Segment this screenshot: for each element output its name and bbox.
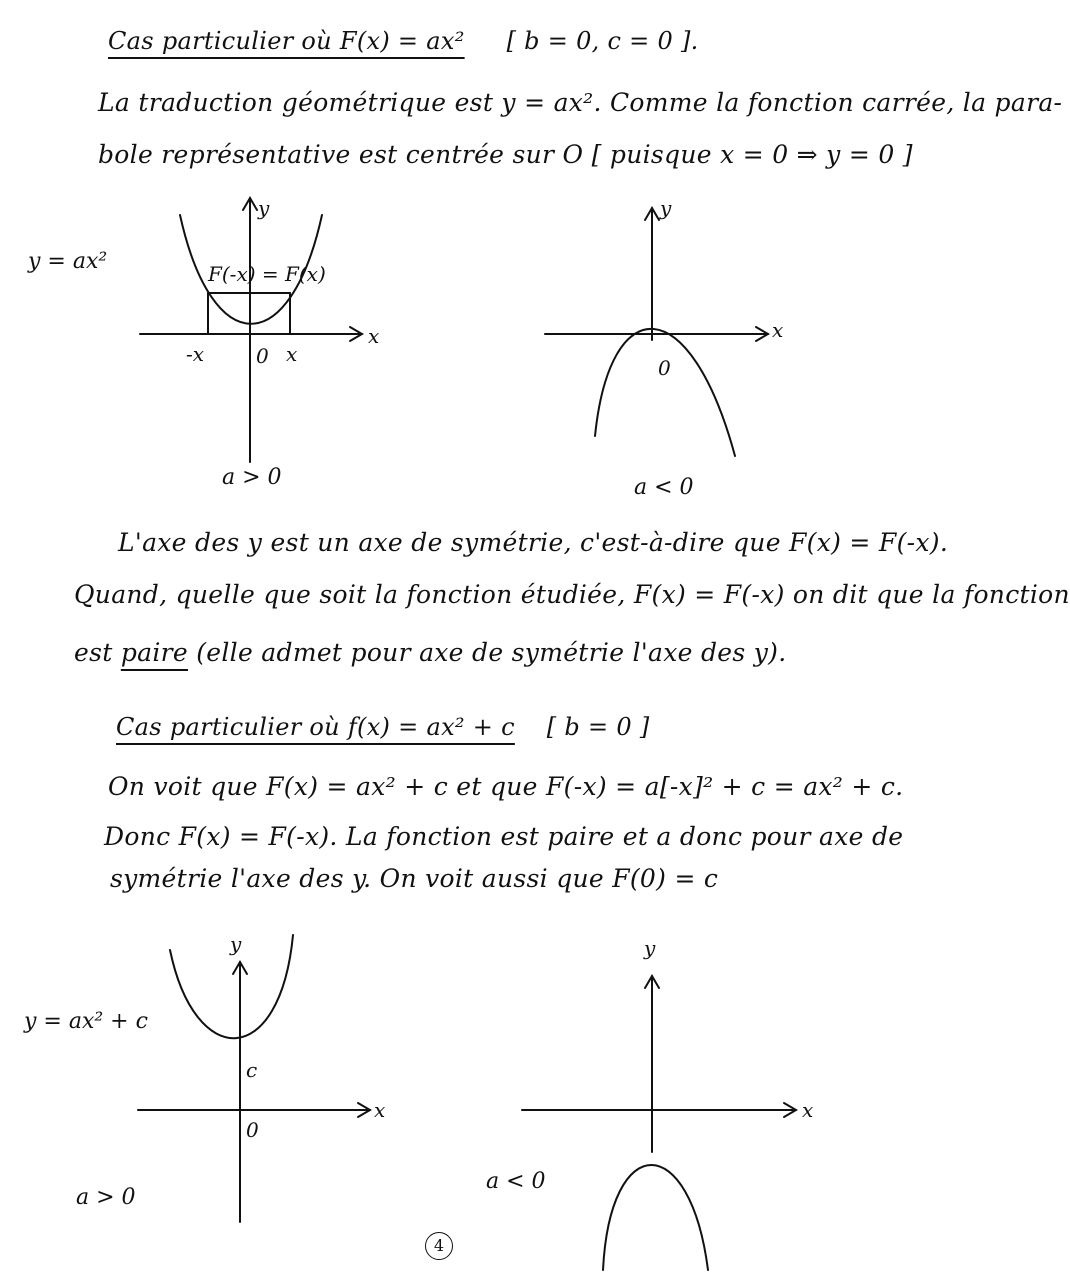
graph3-intercept-c: c xyxy=(246,1058,258,1082)
graph1-condition: a > 0 xyxy=(222,465,282,490)
section2-text-line-1: L'axe des y est un axe de symétrie, c'est-à-dire que F(x) = F(-x). xyxy=(118,528,949,557)
graph1-x-label: x xyxy=(368,324,380,348)
graph1-y-label: y xyxy=(258,196,270,220)
graph3-y-label: y xyxy=(230,932,242,956)
graph3-origin: 0 xyxy=(246,1118,259,1142)
section2-word-paire: paire xyxy=(120,638,188,667)
section3-heading-title: Cas particulier où f(x) = ax² + c xyxy=(116,713,515,741)
graph1-equation: y = ax² xyxy=(28,249,108,274)
graph2-origin: 0 xyxy=(658,356,671,380)
graph4-y-label: y xyxy=(644,936,656,960)
graph4-curve xyxy=(603,1165,708,1270)
graph2-x-label: x xyxy=(772,318,784,342)
graph4-condition: a < 0 xyxy=(486,1169,546,1194)
section2-line3-before: est xyxy=(74,638,121,667)
graph3-equation: y = ax² + c xyxy=(24,1009,148,1034)
graph1-symmetry-label: F(-x) = F(x) xyxy=(208,262,326,286)
graph4-x-label: x xyxy=(802,1098,814,1122)
graph1-tick-neg-x: -x xyxy=(186,342,205,366)
section3-heading-bracket: [ b = 0 ] xyxy=(546,713,650,741)
section1-text-line-1: La traduction géométrique est y = ax². Comme la fonction carrée, la para- xyxy=(98,88,1063,117)
section1-text-line-2: bole représentative est centrée sur O [ puisque x = 0 ⇒ y = 0 ] xyxy=(98,140,913,169)
section3-text-line-3: symétrie l'axe des y. On voit aussi que F(0) = c xyxy=(110,864,719,893)
graph3-condition: a > 0 xyxy=(76,1185,136,1210)
section1-heading-title: Cas particulier où F(x) = ax² xyxy=(108,27,465,55)
page-number: 4 xyxy=(425,1232,453,1260)
section3-text-line-2: Donc F(x) = F(-x). La fonction est paire et a donc pour axe de xyxy=(104,822,904,851)
graph1-origin: 0 xyxy=(256,344,269,368)
graph1-tick-pos-x: x xyxy=(286,342,298,366)
graph2-condition: a < 0 xyxy=(634,475,694,500)
section2-text-line-2: Quand, quelle que soit la fonction étudiée, F(x) = F(-x) on dit que la fonction xyxy=(74,580,1070,609)
section1-heading-bracket: [ b = 0, c = 0 ]. xyxy=(506,27,699,55)
section2-line3-after: (elle admet pour axe de symétrie l'axe des y). xyxy=(187,638,787,667)
graph3-x-label: x xyxy=(374,1098,386,1122)
graph2-y-label: y xyxy=(660,196,672,220)
section3-text-line-1: On voit que F(x) = ax² + c et que F(-x) = a[-x]² + c = ax² + c. xyxy=(108,772,904,801)
